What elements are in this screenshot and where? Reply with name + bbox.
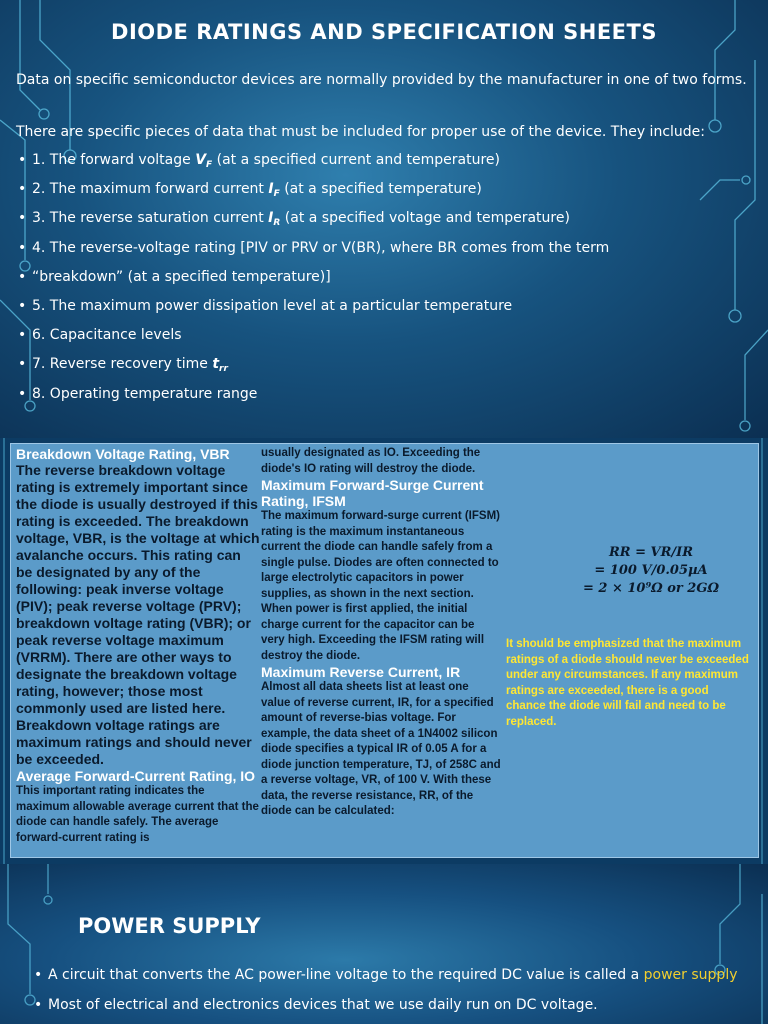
spec-bullet-5 (18, 267, 758, 287)
bullet-text: 2. The maximum forward current (32, 181, 269, 197)
slide-ratings-detail (0, 438, 768, 864)
bullet-text: A circuit that converts the AC power-line voltage to the required DC value is called a (48, 967, 644, 983)
intro-paragraph-2: There are specific pieces of data that must be included for proper use of the device. They include: (16, 124, 706, 140)
formula-line-3: = 2 × 10⁹Ω or 2GΩ (582, 581, 720, 596)
spec-bullet-2 (18, 179, 758, 204)
highlight-power-supply: power supply (643, 967, 738, 983)
slide-diode-ratings (0, 0, 768, 438)
slide-power-supply (0, 864, 768, 1024)
bullet-symbol-subscript: R (273, 218, 281, 228)
spec-bullet-9 (18, 384, 758, 404)
paragraph-average-forward-current: This important rating indicates the maximum allowable average current that the diode can handle safely. The average forward-current rating is (16, 785, 259, 844)
bullet-symbol-subscript: F (273, 189, 280, 199)
intro-paragraph: Data on specific semiconductor devices are normally provided by the manufacturer in one of two forms. (16, 72, 747, 88)
heading-breakdown-voltage: Breakdown Voltage Rating, VBR (16, 446, 230, 462)
spec-bullet-6 (18, 296, 758, 316)
bullet-text: 8. Operating temperature range (32, 386, 258, 402)
bullet-text: 3. The reverse saturation current (32, 210, 269, 226)
spec-bullet-4 (18, 238, 758, 258)
spec-bullet-1 (18, 150, 758, 175)
bullet-text: 5. The maximum power dissipation level at a particular temperature (32, 298, 513, 314)
column-left (16, 446, 261, 846)
bullet-dc-devices (34, 995, 768, 1015)
bullet-text: 1. The forward voltage (32, 152, 196, 168)
bullet-icon: • (34, 997, 43, 1013)
bullet-icon: • (18, 327, 27, 343)
bullet-icon: • (18, 210, 27, 226)
bullet-symbol-subscript: rr (219, 364, 228, 374)
bullet-icon: • (18, 240, 27, 256)
page-title: DIODE RATINGS AND SPECIFICATION SHEETS (111, 20, 657, 44)
bullet-text-tail: (at a specified temperature) (279, 181, 482, 197)
formula-line-2: = 100 V/0.05µA (594, 563, 708, 578)
bullet-text: “breakdown” (at a specified temperature)] (32, 269, 331, 285)
bullet-icon: • (34, 967, 43, 983)
bullet-icon: • (18, 181, 27, 197)
bullet-icon: • (18, 152, 27, 168)
paragraph-reverse-current: Almost all data sheets list at least one value of reverse current, IR, for a specified amount of reverse-bias voltage. For example, the data sheet of a 1N4002 silicon diode specifies a typical IR of 0.05 A for a diode junction temperature, TJ, of 258C and a reverse voltage, VR, of 100 V. With these data, the reverse resistance, RR, of the diode can be calculated: (261, 681, 501, 817)
column-middle (261, 446, 501, 820)
bullet-text-tail: (at a specified voltage and temperature) (280, 210, 570, 226)
bullet-symbol: I (268, 210, 274, 226)
bullet-icon: • (18, 386, 27, 402)
spec-bullet-7 (18, 325, 758, 345)
emphasis-note: It should be emphasized that the maximum ratings of a diode should never be exceeded under any circumstances. If any maximum ratings are exceeded, there is a good chance the diode will fail and need to be replaced. (506, 638, 749, 728)
paragraph-breakdown-voltage: The reverse breakdown voltage rating is extremely important since the diode is usually destroyed if this rating is exceeded. The breakdown voltage, VBR, is the voltage at which avalanche occurs. This rating can be designated by any of the following: peak inverse voltage (PIV); peak reverse voltage (PRV); breakdown voltage rating (VBR); or peak reverse voltage maximum (VRRM). There are other ways to designate the breakdown voltage rating, however; those most commonly used are listed here. Breakdown voltage ratings are maximum ratings and should never be exceeded. (16, 462, 260, 767)
bullet-symbol: V (195, 152, 207, 168)
formula-line-1: RR = VR/IR (608, 545, 694, 560)
bullet-text-tail: (at a specified current and temperature) (212, 152, 501, 168)
heading-average-forward-current: Average Forward-Current Rating, IO (16, 768, 256, 784)
ratings-text-panel (10, 443, 759, 858)
bullet-symbol-subscript: F (206, 160, 213, 170)
section-title-power-supply: POWER SUPPLY (78, 914, 261, 938)
bullet-text: 6. Capacitance levels (32, 327, 182, 343)
bullet-icon: • (18, 356, 27, 372)
bullet-text: Most of electrical and electronics devices that we use daily run on DC voltage. (48, 997, 598, 1013)
paragraph-io-continued: usually designated as IO. Exceeding the diode's IO rating will destroy the diode. (261, 447, 481, 475)
bullet-icon: • (18, 298, 27, 314)
spec-bullet-8 (18, 354, 758, 379)
bullet-symbol: t (212, 356, 220, 372)
bullet-text: 4. The reverse-voltage rating [PIV or PRV or V(BR), where BR comes from the term (32, 240, 610, 256)
heading-forward-surge-current: Maximum Forward-Surge Current Rating, IFSM (261, 477, 484, 509)
bullet-text: 7. Reverse recovery time (32, 356, 213, 372)
paragraph-forward-surge-current: The maximum forward-surge current (IFSM) rating is the maximum instantaneous current the diode can handle safely from a single pulse. Diodes are often connected to large electrolytic capacitors in power supplies, as shown in the next section. When power is first applied, the initial charge current for the capacitor can be very high. Exceeding the IFSM rating will destroy the diode. (261, 510, 500, 662)
bullet-symbol: I (268, 181, 274, 197)
bullet-power-supply-definition (34, 965, 768, 985)
reverse-resistance-formula (551, 544, 751, 598)
heading-reverse-current: Maximum Reverse Current, IR (261, 664, 461, 680)
spec-bullet-3 (18, 208, 758, 233)
bullet-icon: • (18, 269, 27, 285)
